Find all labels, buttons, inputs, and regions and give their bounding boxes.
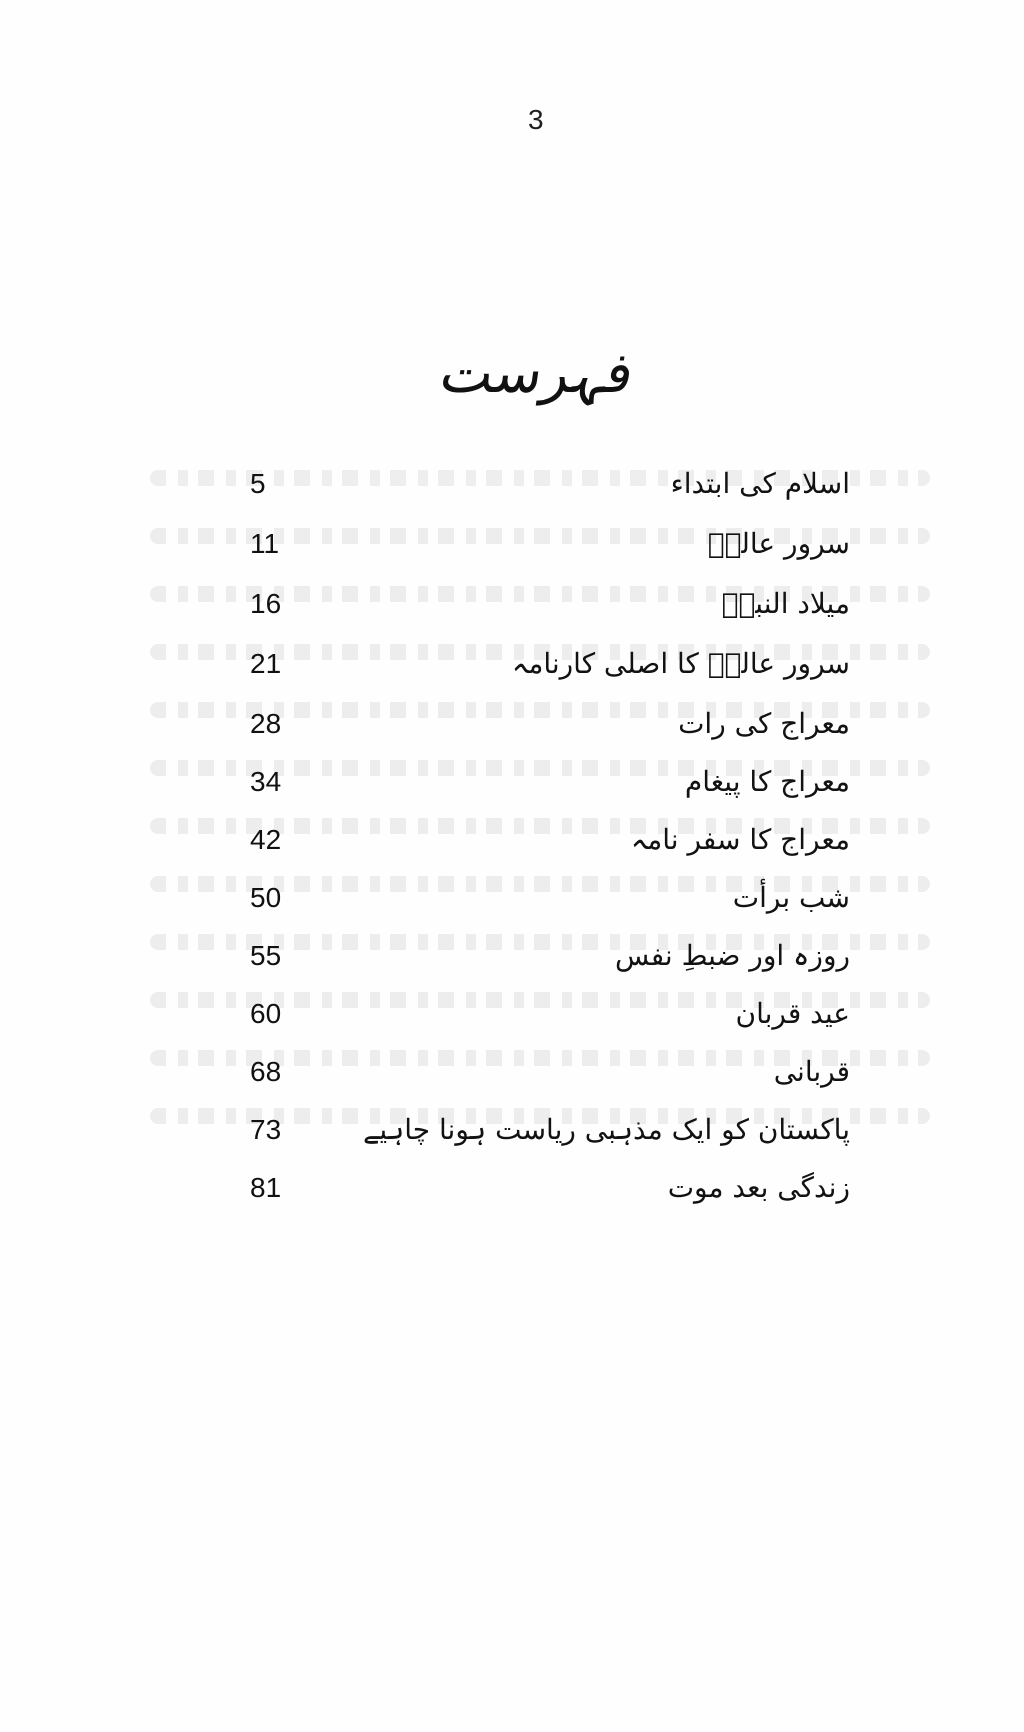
toc-row bbox=[250, 814, 850, 866]
toc-page-number: 73 bbox=[250, 1114, 282, 1145]
toc-title: معراج کا پیغام bbox=[684, 765, 850, 798]
toc-title: سرور عالمؐ bbox=[707, 527, 850, 560]
toc-row bbox=[250, 1162, 850, 1214]
toc-row bbox=[250, 930, 850, 982]
toc-page-number: 28 bbox=[250, 708, 282, 739]
toc-row bbox=[250, 578, 850, 630]
toc-row bbox=[250, 988, 850, 1040]
toc-row bbox=[250, 518, 850, 570]
toc-page-number: 5 bbox=[250, 468, 266, 499]
toc-page-number: 42 bbox=[250, 824, 282, 855]
toc-row bbox=[250, 458, 850, 510]
toc-page-number: 50 bbox=[250, 882, 282, 913]
toc-title: معراج کا سفر نامہ bbox=[630, 823, 850, 856]
toc-row bbox=[250, 1046, 850, 1098]
toc-page-number: 81 bbox=[250, 1172, 282, 1203]
toc-row bbox=[250, 756, 850, 808]
toc-page-number: 21 bbox=[250, 648, 282, 679]
toc-page-number: 34 bbox=[250, 766, 282, 797]
toc-title: معراج کی رات bbox=[678, 707, 850, 740]
toc-title: سرور عالمؐ کا اصلی کارنامہ bbox=[511, 647, 850, 680]
toc-page-number: 68 bbox=[250, 1056, 282, 1087]
toc-title: روزہ اور ضبطِ نفس bbox=[615, 939, 850, 972]
page-number: 3 bbox=[528, 104, 544, 135]
toc-page-number: 55 bbox=[250, 940, 282, 971]
toc-row bbox=[250, 638, 850, 690]
toc-page-number: 60 bbox=[250, 998, 282, 1029]
toc-row bbox=[250, 872, 850, 924]
page-title: فہرست bbox=[436, 341, 638, 406]
toc-title: پاکستان کو ایک مذہبی ریاست ہونا چاہیے bbox=[363, 1113, 850, 1146]
toc-title: عید قربان bbox=[735, 997, 850, 1030]
toc-title: میلاد النبیؐ bbox=[721, 587, 850, 620]
toc-title: اسلام کی ابتداء bbox=[670, 467, 850, 500]
toc-page-number: 16 bbox=[250, 588, 282, 619]
toc-title: شب برأت bbox=[732, 881, 850, 914]
toc-title: قربانی bbox=[773, 1055, 850, 1088]
toc-page-number: 11 bbox=[250, 528, 280, 559]
toc-title: زندگی بعد موت bbox=[667, 1171, 850, 1204]
toc-row bbox=[250, 698, 850, 750]
toc-row bbox=[250, 1104, 850, 1156]
